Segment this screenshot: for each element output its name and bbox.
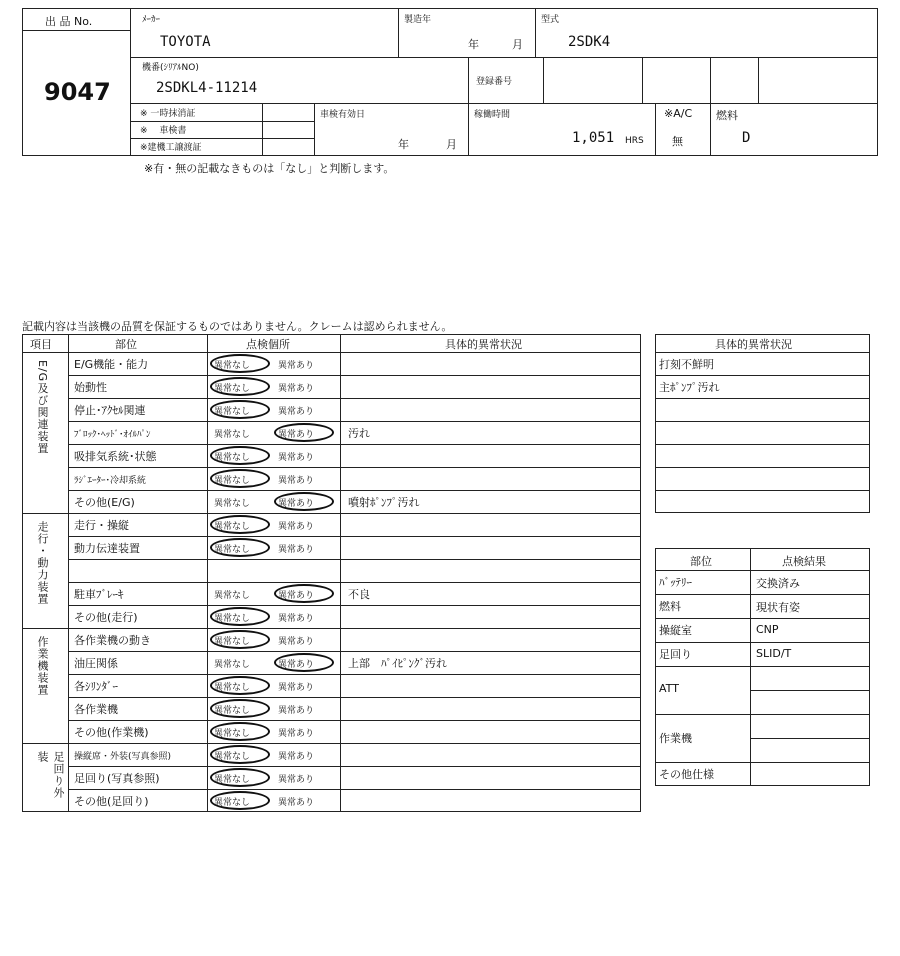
divider <box>655 103 656 156</box>
status-normal: 異常なし <box>214 614 251 624</box>
divider <box>22 30 130 31</box>
status-normal: 異常なし <box>214 407 251 417</box>
row-part: 動力伝達装置 <box>74 542 140 555</box>
status-normal: 異常なし <box>214 453 251 463</box>
status-abnormal: 異常あり <box>278 775 315 785</box>
status-normal: 異常なし <box>214 430 251 440</box>
row-divider <box>68 490 641 491</box>
status-abnormal: 異常あり <box>278 660 315 670</box>
status-normal: 異常なし <box>214 499 251 509</box>
serial-value: 2SDKL4-11214 <box>156 80 258 96</box>
col-divider <box>207 334 208 812</box>
hours-label: 稼働時間 <box>474 110 511 120</box>
col-part-header: 部位 <box>690 555 712 568</box>
col-divider <box>750 548 751 786</box>
status-circle <box>210 538 270 557</box>
row-part: 吸排気系統･状態 <box>74 450 157 463</box>
result-part: 燃料 <box>659 600 681 613</box>
status-normal: 異常なし <box>214 361 251 371</box>
row-part: その他(走行) <box>74 611 138 624</box>
abnormal-line: 主ﾎﾟﾝﾌﾟ汚れ <box>659 381 720 394</box>
inspect-month-unit: 月 <box>446 138 457 151</box>
inspect-label: 車検有効日 <box>320 110 366 120</box>
row-part: その他(足回り) <box>74 795 149 808</box>
result-value: 交換済み <box>756 577 800 590</box>
inspect-year-unit: 年 <box>398 138 409 151</box>
hours-unit: HRS <box>625 136 644 146</box>
divider <box>543 57 544 103</box>
row-divider <box>655 375 870 376</box>
row-divider <box>68 720 641 721</box>
col-result-header: 点検結果 <box>782 555 826 568</box>
divider <box>468 57 469 156</box>
status-normal: 異常なし <box>214 545 251 555</box>
row-part: 停止･ｱｸｾﾙ関連 <box>74 404 146 417</box>
row-detail: 不良 <box>348 588 370 601</box>
row-part: 各ｼﾘﾝﾀﾞｰ <box>74 680 118 693</box>
status-abnormal: 異常あり <box>278 729 315 739</box>
row-divider <box>68 444 641 445</box>
status-circle <box>210 469 270 488</box>
row-detail: 上部 ﾊﾟｲﾋﾟﾝｸﾞ汚れ <box>348 657 447 670</box>
row-divider <box>655 421 870 422</box>
row-part: 足回り(写真参照) <box>74 772 160 785</box>
row-divider <box>655 666 870 667</box>
status-normal: 異常なし <box>214 729 251 739</box>
status-circle <box>210 515 270 534</box>
status-abnormal: 異常あり <box>278 384 315 394</box>
status-abnormal: 異常あり <box>278 683 315 693</box>
header-divider <box>22 352 641 353</box>
row-divider <box>655 398 870 399</box>
result-part: 足回り <box>659 648 692 661</box>
serial-label: 機番(ｼﾘｱﾙNO) <box>142 63 199 73</box>
ac-label: ※A/C <box>664 107 693 120</box>
disclaimer: 記載内容は当該機の品質を保証するものではありません。クレームは認められません。 <box>22 320 453 333</box>
row-divider <box>655 570 870 571</box>
row-part: 各作業機の動き <box>74 634 151 647</box>
abnormal-line: 打刻不鮮明 <box>659 358 714 371</box>
row-divider <box>68 789 641 790</box>
result-part: ﾊﾞｯﾃﾘｰ <box>659 576 692 589</box>
year-unit: 年 <box>468 38 479 51</box>
row-divider <box>68 651 641 652</box>
status-circle <box>210 745 270 764</box>
maker-value: TOYOTA <box>160 34 211 50</box>
hours-value: 1,051 <box>572 130 615 146</box>
row-part: 油圧関係 <box>74 657 118 670</box>
row-part: ﾗｼﾞｴｰﾀｰ･冷却系統 <box>74 476 147 486</box>
model-value: 2SDK4 <box>568 34 611 50</box>
col-divider <box>340 334 341 812</box>
row-divider <box>655 444 870 445</box>
status-circle <box>274 492 334 511</box>
divider <box>642 57 643 103</box>
header-note: ※有・無の記載なきものは「なし」と判断します。 <box>144 162 395 175</box>
divider <box>535 8 536 57</box>
cert-2: ※ 車検書 <box>140 126 187 136</box>
status-abnormal: 異常あり <box>278 430 315 440</box>
divider <box>130 8 131 156</box>
status-abnormal: 異常あり <box>278 453 315 463</box>
fuel-label: 燃料 <box>716 109 738 122</box>
status-abnormal: 異常あり <box>278 499 315 509</box>
reg-label: 登録番号 <box>476 77 513 87</box>
item-no: 9047 <box>44 78 111 106</box>
row-divider <box>655 467 870 468</box>
row-divider <box>655 490 870 491</box>
group-label: 足回り外装 <box>36 751 65 799</box>
row-divider <box>68 605 641 606</box>
row-part: ﾌﾞﾛｯｸ･ﾍｯﾄﾞ･ｵｲﾙﾊﾟﾝ <box>74 430 151 440</box>
row-divider <box>655 594 870 595</box>
group-label: 作業機装置 <box>36 636 49 696</box>
row-divider <box>68 398 641 399</box>
status-circle <box>210 446 270 465</box>
ac-value: 無 <box>672 135 683 148</box>
row-divider <box>68 513 641 514</box>
divider <box>758 57 759 103</box>
divider <box>130 121 314 122</box>
result-part: 操縦室 <box>659 624 692 637</box>
row-detail: 汚れ <box>348 427 370 440</box>
status-abnormal: 異常あり <box>278 637 315 647</box>
divider <box>130 57 878 58</box>
row-part: 始動性 <box>74 381 107 394</box>
status-circle <box>210 400 270 419</box>
row-part: その他(E/G) <box>74 496 135 509</box>
result-value: 現状有姿 <box>756 601 800 614</box>
row-part: 駐車ﾌﾞﾚｰｷ <box>74 588 124 601</box>
status-normal: 異常なし <box>214 660 251 670</box>
status-circle <box>210 607 270 626</box>
status-abnormal: 異常あり <box>278 798 315 808</box>
row-divider <box>750 690 870 691</box>
status-circle <box>274 423 334 442</box>
status-circle <box>210 768 270 787</box>
month-unit: 月 <box>512 38 523 51</box>
divider <box>710 57 711 156</box>
col-divider <box>68 334 69 812</box>
row-divider <box>68 467 641 468</box>
status-circle <box>210 630 270 649</box>
row-divider <box>68 421 641 422</box>
status-circle <box>210 354 270 373</box>
row-divider <box>68 536 641 537</box>
status-circle <box>210 377 270 396</box>
status-circle <box>210 722 270 741</box>
status-abnormal: 異常あり <box>278 752 315 762</box>
row-divider <box>655 714 870 715</box>
col-check-header: 点検個所 <box>246 338 290 351</box>
divider <box>398 8 399 57</box>
result-value: SLID/T <box>756 647 792 660</box>
status-circle <box>210 699 270 718</box>
box-title: 具体的異常状況 <box>715 338 792 351</box>
divider <box>262 103 263 156</box>
status-abnormal: 異常あり <box>278 614 315 624</box>
fuel-value: D <box>742 130 751 146</box>
row-divider <box>68 628 641 629</box>
status-abnormal: 異常あり <box>278 591 315 601</box>
row-divider <box>68 559 641 560</box>
result-value: CNP <box>756 623 779 636</box>
maker-label: ﾒｰｶｰ <box>142 15 161 25</box>
row-divider <box>655 618 870 619</box>
divider <box>130 138 314 139</box>
col-part-header: 部位 <box>115 338 137 351</box>
row-divider <box>655 762 870 763</box>
group-label: 走行・動力装置 <box>36 521 49 605</box>
row-part: その他(作業機) <box>74 726 149 739</box>
status-abnormal: 異常あり <box>278 522 315 532</box>
row-divider <box>655 642 870 643</box>
status-normal: 異常なし <box>214 384 251 394</box>
status-normal: 異常なし <box>214 522 251 532</box>
status-circle <box>210 676 270 695</box>
group-label: E/G及び関連装置 <box>36 360 49 455</box>
status-normal: 異常なし <box>214 683 251 693</box>
row-divider <box>655 352 870 353</box>
status-circle <box>274 584 334 603</box>
row-part: 操縦席・外装(写真参照) <box>74 752 172 762</box>
row-divider <box>68 582 641 583</box>
cert-1: ※ 一時抹消証 <box>140 109 196 119</box>
item-no-label: 出 品 No. <box>45 15 93 28</box>
divider <box>314 103 315 156</box>
row-divider <box>68 766 641 767</box>
status-normal: 異常なし <box>214 637 251 647</box>
row-divider <box>750 738 870 739</box>
row-detail: 噴射ﾎﾟﾝﾌﾟ汚れ <box>348 496 420 509</box>
status-normal: 異常なし <box>214 798 251 808</box>
status-normal: 異常なし <box>214 752 251 762</box>
row-part: E/G機能・能力 <box>74 358 149 371</box>
status-abnormal: 異常あり <box>278 706 315 716</box>
model-label: 型式 <box>541 15 560 25</box>
status-circle <box>274 653 334 672</box>
row-part: 各作業機 <box>74 703 118 716</box>
year-label: 製造年 <box>404 15 432 25</box>
divider <box>130 103 878 104</box>
result-part: その他仕様 <box>659 768 714 781</box>
status-abnormal: 異常あり <box>278 361 315 371</box>
result-part: ATT <box>659 682 679 695</box>
row-part: 走行・操縦 <box>74 519 129 532</box>
row-divider <box>68 375 641 376</box>
status-normal: 異常なし <box>214 775 251 785</box>
row-divider <box>68 674 641 675</box>
cert-3: ※建機工譲渡証 <box>140 143 202 153</box>
status-abnormal: 異常あり <box>278 476 315 486</box>
status-normal: 異常なし <box>214 706 251 716</box>
status-circle <box>210 791 270 810</box>
status-abnormal: 異常あり <box>278 407 315 417</box>
status-normal: 異常なし <box>214 476 251 486</box>
status-normal: 異常なし <box>214 591 251 601</box>
status-abnormal: 異常あり <box>278 545 315 555</box>
result-part: 作業機 <box>659 732 692 745</box>
row-divider <box>68 697 641 698</box>
col-item-header: 項目 <box>30 338 52 351</box>
row-divider <box>68 743 641 744</box>
col-detail-header: 具体的異常状況 <box>445 338 522 351</box>
